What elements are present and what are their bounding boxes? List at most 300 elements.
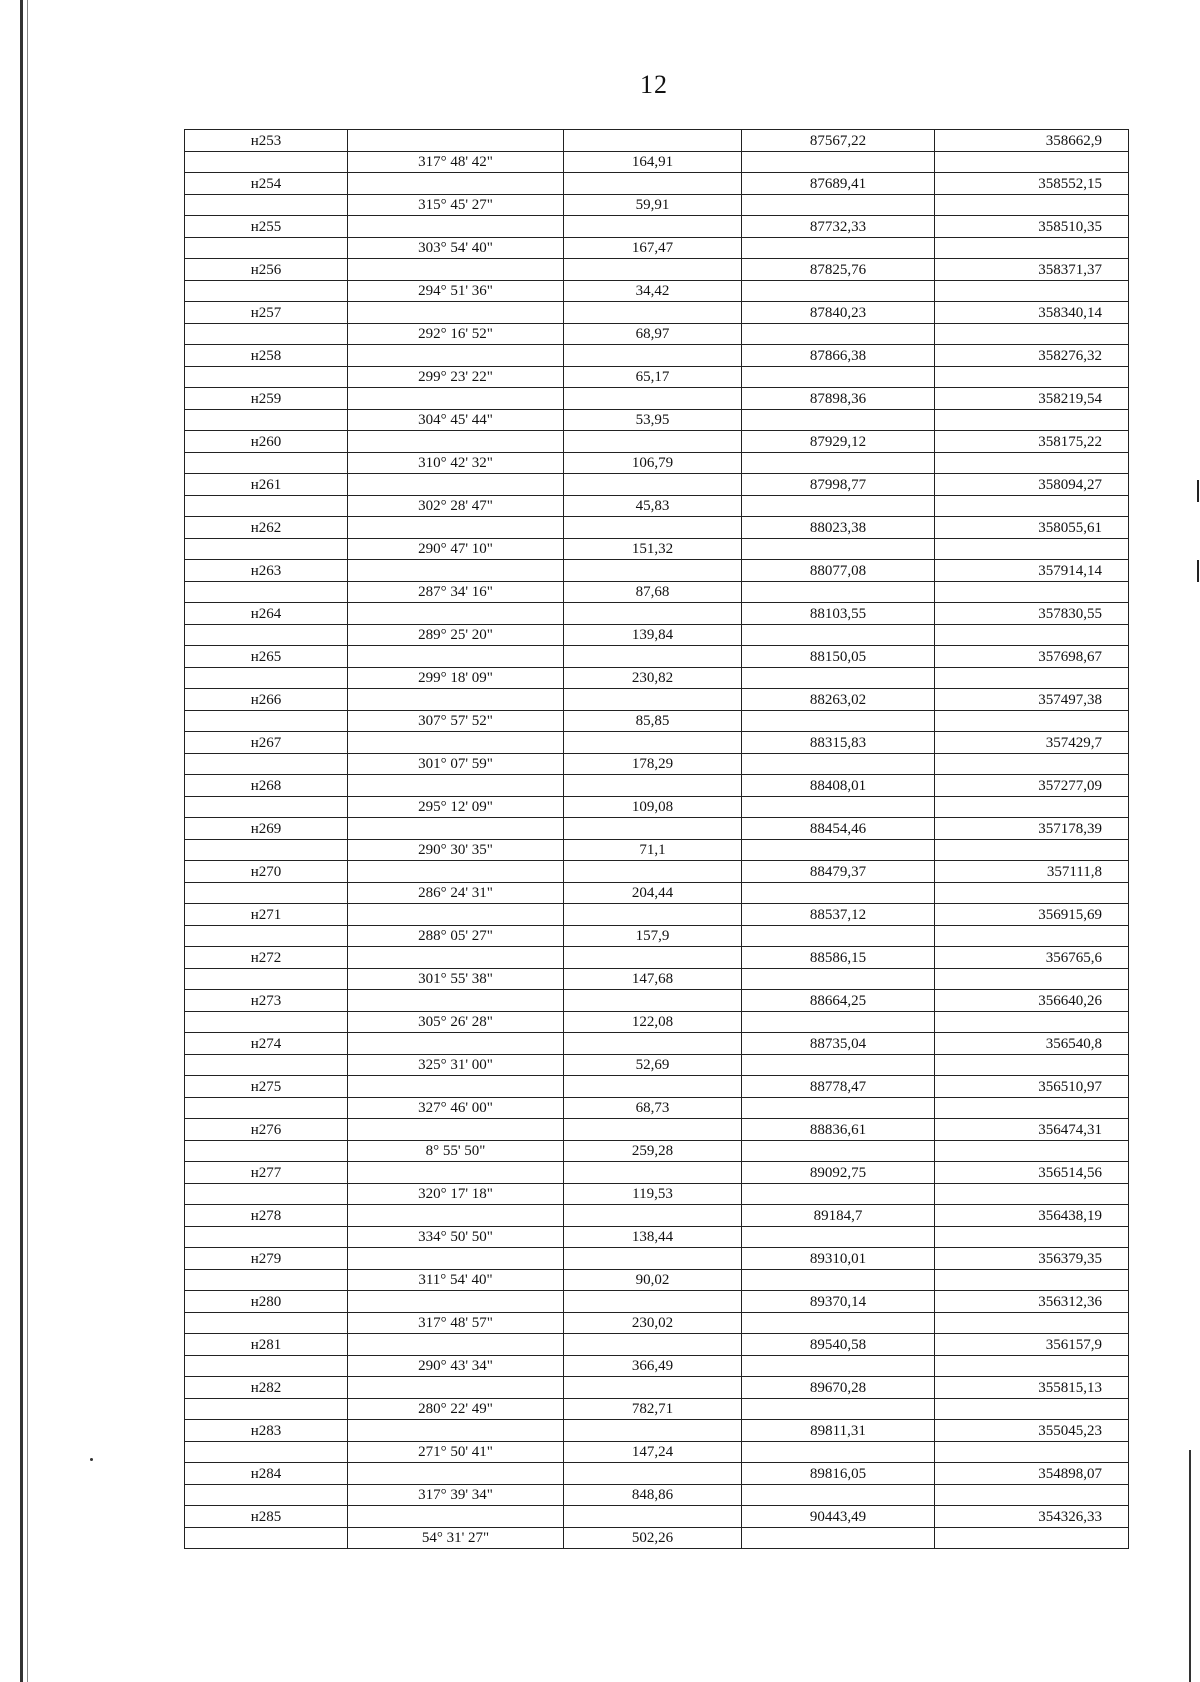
segment-row: [185, 1011, 1129, 1033]
point-row: [185, 1119, 1129, 1141]
y-coordinate: 358371,37: [935, 259, 1129, 281]
segment-row: [185, 796, 1129, 818]
distance-cell: [564, 1248, 742, 1270]
point-name: н269: [185, 818, 348, 840]
y-coordinate: 357830,55: [935, 603, 1129, 625]
y-coordinate-cell: [935, 1183, 1129, 1205]
y-coordinate-cell: [935, 1527, 1129, 1549]
segment-row: [185, 710, 1129, 732]
x-coordinate: 87567,22: [742, 130, 935, 152]
segment-length: 502,26: [564, 1527, 742, 1549]
segment-row: [185, 538, 1129, 560]
point-name: н268: [185, 775, 348, 797]
y-coordinate: 358552,15: [935, 173, 1129, 195]
y-coordinate: 357429,7: [935, 732, 1129, 754]
point-name: н262: [185, 517, 348, 539]
x-coordinate: 87866,38: [742, 345, 935, 367]
segment-row: [185, 1398, 1129, 1420]
segment-length: 848,86: [564, 1484, 742, 1506]
point-name-cell: [185, 280, 348, 302]
angle-cell: [348, 990, 564, 1012]
point-name-cell: [185, 1269, 348, 1291]
segment-row: [185, 1140, 1129, 1162]
point-name: н267: [185, 732, 348, 754]
distance-cell: [564, 1420, 742, 1442]
x-coordinate-cell: [742, 968, 935, 990]
point-row: [185, 216, 1129, 238]
point-row: [185, 732, 1129, 754]
segment-length: 139,84: [564, 624, 742, 646]
point-name-cell: [185, 1183, 348, 1205]
segment-length: 52,69: [564, 1054, 742, 1076]
angle-cell: [348, 1334, 564, 1356]
segment-length: 230,02: [564, 1312, 742, 1334]
segment-length: 157,9: [564, 925, 742, 947]
point-name-cell: [185, 237, 348, 259]
direction-angle: 289° 25' 20": [348, 624, 564, 646]
segment-length: 151,32: [564, 538, 742, 560]
point-row: [185, 947, 1129, 969]
x-coordinate: 88150,05: [742, 646, 935, 668]
segment-length: 147,24: [564, 1441, 742, 1463]
angle-cell: [348, 1033, 564, 1055]
segment-length: 68,97: [564, 323, 742, 345]
point-row: [185, 1420, 1129, 1442]
segment-length: 782,71: [564, 1398, 742, 1420]
x-coordinate-cell: [742, 753, 935, 775]
direction-angle: 294° 51' 36": [348, 280, 564, 302]
y-coordinate-cell: [935, 280, 1129, 302]
segment-row: [185, 237, 1129, 259]
y-coordinate-cell: [935, 1484, 1129, 1506]
x-coordinate-cell: [742, 1011, 935, 1033]
point-row: [185, 689, 1129, 711]
x-coordinate-cell: [742, 1140, 935, 1162]
point-name: н257: [185, 302, 348, 324]
direction-angle: 304° 45' 44": [348, 409, 564, 431]
x-coordinate: 88077,08: [742, 560, 935, 582]
y-coordinate-cell: [935, 194, 1129, 216]
point-row: [185, 302, 1129, 324]
x-coordinate-cell: [742, 151, 935, 173]
point-row: [185, 517, 1129, 539]
direction-angle: 303° 54' 40": [348, 237, 564, 259]
y-coordinate: 357111,8: [935, 861, 1129, 883]
scan-mark: [1197, 480, 1199, 502]
x-coordinate: 87929,12: [742, 431, 935, 453]
distance-cell: [564, 517, 742, 539]
point-row: [185, 1076, 1129, 1098]
point-row: [185, 1334, 1129, 1356]
angle-cell: [348, 431, 564, 453]
distance-cell: [564, 603, 742, 625]
point-name-cell: [185, 710, 348, 732]
x-coordinate-cell: [742, 237, 935, 259]
point-name: н284: [185, 1463, 348, 1485]
y-coordinate-cell: [935, 753, 1129, 775]
point-name-cell: [185, 968, 348, 990]
x-coordinate: 88735,04: [742, 1033, 935, 1055]
point-name-cell: [185, 538, 348, 560]
segment-row: [185, 624, 1129, 646]
x-coordinate-cell: [742, 581, 935, 603]
distance-cell: [564, 818, 742, 840]
point-name-cell: [185, 452, 348, 474]
point-name: н279: [185, 1248, 348, 1270]
point-name-cell: [185, 409, 348, 431]
segment-length: 366,49: [564, 1355, 742, 1377]
x-coordinate: 89092,75: [742, 1162, 935, 1184]
point-name: н282: [185, 1377, 348, 1399]
point-name-cell: [185, 1398, 348, 1420]
angle-cell: [348, 1248, 564, 1270]
angle-cell: [348, 1463, 564, 1485]
y-coordinate-cell: [935, 1011, 1129, 1033]
point-row: [185, 1162, 1129, 1184]
y-coordinate: 354898,07: [935, 1463, 1129, 1485]
direction-angle: 290° 43' 34": [348, 1355, 564, 1377]
segment-row: [185, 968, 1129, 990]
segment-length: 259,28: [564, 1140, 742, 1162]
y-coordinate-cell: [935, 925, 1129, 947]
angle-cell: [348, 775, 564, 797]
x-coordinate-cell: [742, 796, 935, 818]
angle-cell: [348, 259, 564, 281]
x-coordinate-cell: [742, 1312, 935, 1334]
x-coordinate: 89310,01: [742, 1248, 935, 1270]
segment-row: [185, 839, 1129, 861]
segment-length: 204,44: [564, 882, 742, 904]
direction-angle: 311° 54' 40": [348, 1269, 564, 1291]
direction-angle: 317° 48' 57": [348, 1312, 564, 1334]
angle-cell: [348, 904, 564, 926]
segment-row: [185, 366, 1129, 388]
segment-row: [185, 1097, 1129, 1119]
x-coordinate: 89816,05: [742, 1463, 935, 1485]
point-name: н263: [185, 560, 348, 582]
x-coordinate: 88836,61: [742, 1119, 935, 1141]
point-name: н283: [185, 1420, 348, 1442]
distance-cell: [564, 947, 742, 969]
point-name-cell: [185, 194, 348, 216]
y-coordinate: 356640,26: [935, 990, 1129, 1012]
segment-length: 53,95: [564, 409, 742, 431]
y-coordinate: 358510,35: [935, 216, 1129, 238]
y-coordinate: 354326,33: [935, 1506, 1129, 1528]
point-name-cell: [185, 1355, 348, 1377]
segment-row: [185, 1527, 1129, 1549]
segment-row: [185, 194, 1129, 216]
y-coordinate-cell: [935, 710, 1129, 732]
segment-row: [185, 1441, 1129, 1463]
y-coordinate-cell: [935, 495, 1129, 517]
y-coordinate-cell: [935, 1441, 1129, 1463]
point-row: [185, 474, 1129, 496]
x-coordinate: 88479,37: [742, 861, 935, 883]
x-coordinate-cell: [742, 1398, 935, 1420]
point-row: [185, 1506, 1129, 1528]
point-row: [185, 818, 1129, 840]
angle-cell: [348, 689, 564, 711]
distance-cell: [564, 732, 742, 754]
angle-cell: [348, 1291, 564, 1313]
segment-row: [185, 925, 1129, 947]
direction-angle: 54° 31' 27": [348, 1527, 564, 1549]
x-coordinate-cell: [742, 1527, 935, 1549]
point-name: н255: [185, 216, 348, 238]
x-coordinate-cell: [742, 1183, 935, 1205]
y-coordinate-cell: [935, 624, 1129, 646]
direction-angle: 315° 45' 27": [348, 194, 564, 216]
coordinates-table: [184, 129, 1129, 1549]
distance-cell: [564, 1076, 742, 1098]
distance-cell: [564, 1119, 742, 1141]
direction-angle: 301° 07' 59": [348, 753, 564, 775]
point-row: [185, 1377, 1129, 1399]
point-name-cell: [185, 1527, 348, 1549]
segment-length: 45,83: [564, 495, 742, 517]
segment-length: 106,79: [564, 452, 742, 474]
distance-cell: [564, 560, 742, 582]
y-coordinate: 357698,67: [935, 646, 1129, 668]
point-name: н275: [185, 1076, 348, 1098]
x-coordinate-cell: [742, 366, 935, 388]
point-row: [185, 1291, 1129, 1313]
point-name: н264: [185, 603, 348, 625]
y-coordinate-cell: [935, 1226, 1129, 1248]
angle-cell: [348, 1506, 564, 1528]
angle-cell: [348, 646, 564, 668]
point-row: [185, 1463, 1129, 1485]
direction-angle: 286° 24' 31": [348, 882, 564, 904]
y-coordinate-cell: [935, 538, 1129, 560]
segment-row: [185, 581, 1129, 603]
y-coordinate: 358055,61: [935, 517, 1129, 539]
y-coordinate-cell: [935, 882, 1129, 904]
y-coordinate: 356915,69: [935, 904, 1129, 926]
segment-row: [185, 1269, 1129, 1291]
segment-length: 87,68: [564, 581, 742, 603]
angle-cell: [348, 1119, 564, 1141]
distance-cell: [564, 1205, 742, 1227]
direction-angle: 310° 42' 32": [348, 452, 564, 474]
point-name: н266: [185, 689, 348, 711]
y-coordinate: 356379,35: [935, 1248, 1129, 1270]
x-coordinate: 87825,76: [742, 259, 935, 281]
coordinates-table-body: [185, 130, 1129, 1549]
distance-cell: [564, 474, 742, 496]
y-coordinate-cell: [935, 839, 1129, 861]
segment-length: 90,02: [564, 1269, 742, 1291]
point-name-cell: [185, 323, 348, 345]
point-row: [185, 861, 1129, 883]
segment-length: 167,47: [564, 237, 742, 259]
point-name: н260: [185, 431, 348, 453]
point-row: [185, 646, 1129, 668]
segment-row: [185, 495, 1129, 517]
x-coordinate: 89540,58: [742, 1334, 935, 1356]
segment-row: [185, 409, 1129, 431]
angle-cell: [348, 1420, 564, 1442]
distance-cell: [564, 1377, 742, 1399]
point-name-cell: [185, 753, 348, 775]
x-coordinate-cell: [742, 409, 935, 431]
distance-cell: [564, 1463, 742, 1485]
point-name-cell: [185, 1484, 348, 1506]
direction-angle: 317° 48' 42": [348, 151, 564, 173]
direction-angle: 8° 55' 50": [348, 1140, 564, 1162]
distance-cell: [564, 130, 742, 152]
point-name-cell: [185, 1140, 348, 1162]
angle-cell: [348, 861, 564, 883]
x-coordinate-cell: [742, 323, 935, 345]
x-coordinate-cell: [742, 839, 935, 861]
x-coordinate: 88315,83: [742, 732, 935, 754]
point-name: н265: [185, 646, 348, 668]
x-coordinate: 88537,12: [742, 904, 935, 926]
x-coordinate: 89184,7: [742, 1205, 935, 1227]
y-coordinate-cell: [935, 452, 1129, 474]
x-coordinate-cell: [742, 925, 935, 947]
point-name: н277: [185, 1162, 348, 1184]
point-name-cell: [185, 624, 348, 646]
y-coordinate: 358340,14: [935, 302, 1129, 324]
segment-row: [185, 1183, 1129, 1205]
x-coordinate-cell: [742, 452, 935, 474]
y-coordinate: 356510,97: [935, 1076, 1129, 1098]
x-coordinate: 87689,41: [742, 173, 935, 195]
segment-length: 85,85: [564, 710, 742, 732]
direction-angle: 292° 16' 52": [348, 323, 564, 345]
point-name: н285: [185, 1506, 348, 1528]
y-coordinate-cell: [935, 1269, 1129, 1291]
y-coordinate-cell: [935, 968, 1129, 990]
x-coordinate-cell: [742, 194, 935, 216]
direction-angle: 305° 26' 28": [348, 1011, 564, 1033]
point-name-cell: [185, 495, 348, 517]
segment-length: 109,08: [564, 796, 742, 818]
angle-cell: [348, 130, 564, 152]
x-coordinate-cell: [742, 495, 935, 517]
angle-cell: [348, 1205, 564, 1227]
point-name: н280: [185, 1291, 348, 1313]
page-number: 12: [640, 70, 668, 99]
y-coordinate-cell: [935, 1355, 1129, 1377]
point-name: н261: [185, 474, 348, 496]
segment-row: [185, 452, 1129, 474]
x-coordinate: 89811,31: [742, 1420, 935, 1442]
distance-cell: [564, 259, 742, 281]
point-name-cell: [185, 796, 348, 818]
scan-right-edge: [1189, 1450, 1191, 1682]
x-coordinate: 88778,47: [742, 1076, 935, 1098]
segment-length: 34,42: [564, 280, 742, 302]
angle-cell: [348, 603, 564, 625]
direction-angle: 288° 05' 27": [348, 925, 564, 947]
x-coordinate-cell: [742, 882, 935, 904]
point-row: [185, 1248, 1129, 1270]
x-coordinate-cell: [742, 280, 935, 302]
y-coordinate: 357914,14: [935, 560, 1129, 582]
y-coordinate: 356540,8: [935, 1033, 1129, 1055]
direction-angle: 320° 17' 18": [348, 1183, 564, 1205]
segment-length: 178,29: [564, 753, 742, 775]
segment-length: 68,73: [564, 1097, 742, 1119]
x-coordinate: 88586,15: [742, 947, 935, 969]
angle-cell: [348, 1162, 564, 1184]
scan-binding-edge: [20, 0, 23, 1682]
y-coordinate: 356312,36: [935, 1291, 1129, 1313]
y-coordinate: 356157,9: [935, 1334, 1129, 1356]
x-coordinate-cell: [742, 1441, 935, 1463]
direction-angle: 290° 47' 10": [348, 538, 564, 560]
y-coordinate-cell: [935, 796, 1129, 818]
segment-length: 147,68: [564, 968, 742, 990]
x-coordinate-cell: [742, 1054, 935, 1076]
angle-cell: [348, 560, 564, 582]
segment-length: 71,1: [564, 839, 742, 861]
point-name: н253: [185, 130, 348, 152]
distance-cell: [564, 431, 742, 453]
distance-cell: [564, 861, 742, 883]
segment-length: 230,82: [564, 667, 742, 689]
y-coordinate-cell: [935, 1054, 1129, 1076]
y-coordinate: 356514,56: [935, 1162, 1129, 1184]
x-coordinate-cell: [742, 1226, 935, 1248]
y-coordinate: 358662,9: [935, 130, 1129, 152]
direction-angle: 301° 55' 38": [348, 968, 564, 990]
distance-cell: [564, 173, 742, 195]
distance-cell: [564, 1334, 742, 1356]
y-coordinate: 356765,6: [935, 947, 1129, 969]
point-row: [185, 130, 1129, 152]
x-coordinate: 87732,33: [742, 216, 935, 238]
x-coordinate: 89370,14: [742, 1291, 935, 1313]
point-row: [185, 560, 1129, 582]
y-coordinate-cell: [935, 667, 1129, 689]
point-row: [185, 775, 1129, 797]
angle-cell: [348, 302, 564, 324]
x-coordinate-cell: [742, 667, 935, 689]
point-row: [185, 173, 1129, 195]
direction-angle: 299° 23' 22": [348, 366, 564, 388]
point-name-cell: [185, 1097, 348, 1119]
angle-cell: [348, 732, 564, 754]
point-row: [185, 345, 1129, 367]
point-name: н256: [185, 259, 348, 281]
x-coordinate-cell: [742, 538, 935, 560]
segment-length: 138,44: [564, 1226, 742, 1248]
y-coordinate: 358175,22: [935, 431, 1129, 453]
distance-cell: [564, 345, 742, 367]
angle-cell: [348, 216, 564, 238]
y-coordinate: 355815,13: [935, 1377, 1129, 1399]
point-name-cell: [185, 1226, 348, 1248]
segment-row: [185, 280, 1129, 302]
angle-cell: [348, 173, 564, 195]
y-coordinate: 355045,23: [935, 1420, 1129, 1442]
segment-length: 164,91: [564, 151, 742, 173]
point-name-cell: [185, 366, 348, 388]
y-coordinate-cell: [935, 1140, 1129, 1162]
distance-cell: [564, 689, 742, 711]
point-row: [185, 990, 1129, 1012]
point-row: [185, 1033, 1129, 1055]
x-coordinate: 87840,23: [742, 302, 935, 324]
y-coordinate-cell: [935, 323, 1129, 345]
distance-cell: [564, 216, 742, 238]
y-coordinate: 357277,09: [935, 775, 1129, 797]
